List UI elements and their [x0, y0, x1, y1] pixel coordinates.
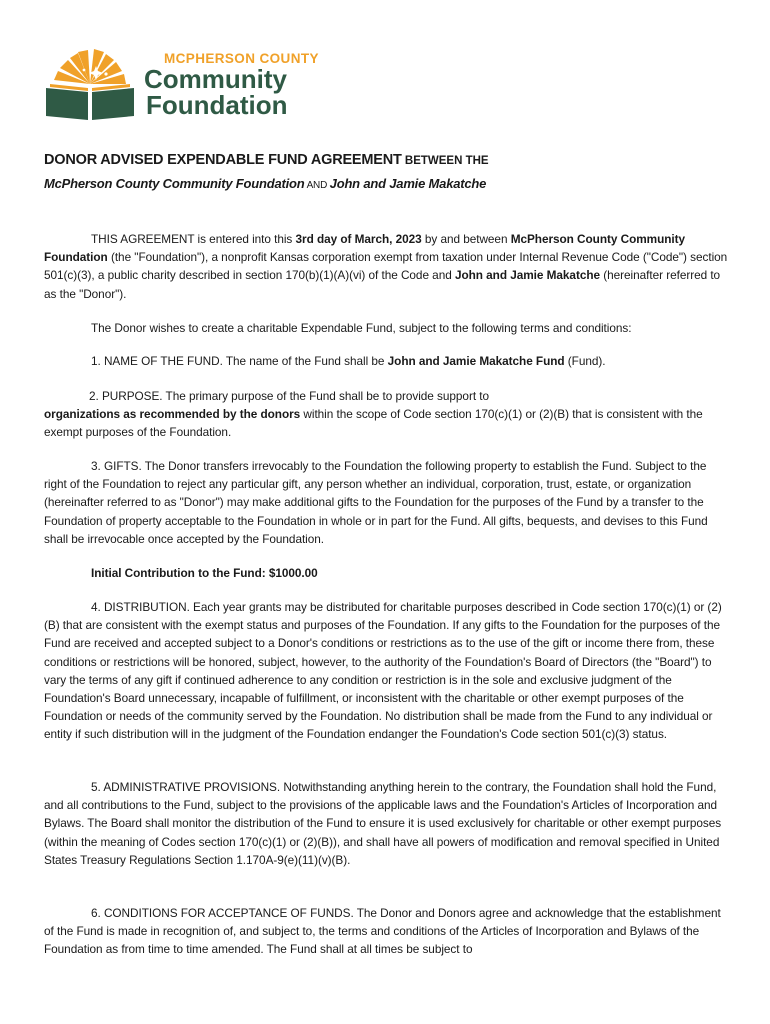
donor-name: John and Jamie Makatche: [454, 268, 601, 283]
initial-contribution: [44, 564, 728, 582]
title-main: DONOR ADVISED EXPENDABLE FUND AGREEMENT: [44, 152, 402, 168]
purpose-recipients: organizations as recommended by the donors: [44, 407, 301, 422]
section-1-name: [44, 352, 728, 370]
intro-text-1: THIS AGREEMENT is entered into this: [91, 232, 296, 246]
fund-name: John and Jamie Makatche Fund: [387, 354, 565, 368]
section-3-gifts: 3. GIFTS. The Donor transfers irrevocably to the Foundation the following property to establish the Fund. Subject to the right of the Foundation to reject any particular gift, any person whether an individual, corporation, trust, estate, or organization (hereinafter referred to as "Donor") may make additional gifts to the Foundation for the purposes of the Fund by a transfer to the Foundation of property acceptable to the Foundation in whole or in part for the Fund. All gifts, bequests, and devises to this Fund shall be irrevocable once accepted by the Foundation.: [44, 459, 708, 546]
foundation-logo: [44, 44, 334, 126]
intro-paragraph: [44, 230, 728, 303]
party-foundation: McPherson County Community Foundation: [44, 176, 305, 191]
title-between: BETWEEN THE: [401, 155, 489, 167]
logo-county-text: MCPHERSON COUNTY: [164, 51, 319, 66]
section-4-distribution: 4. DISTRIBUTION. Each year grants may be distributed for charitable purposes described in Code section 170(c)(1) or (2)(B) that are consistent with the exempt status and purposes of the Foundation. If any gifts to the Foundation for the purposes of the Fund are received and accepted subject to a Donor's conditions or restrictions as to the use of the gift or income there from, these conditions or restrictions will be honored, subject, however, to the authority of the Foundation's Board of Directors (the "Board") to vary the terms of any gift if continued adherence to any condition or restriction is in the sole and exclusive judgment of the Foundation's Board unnecessary, incapable of fulfillment, or inconsistent with the charitable or other exempt purposes of the Foundation or needs of the community served by the Foundation. No distribution shall be made from the Fund to any individual or entity if such distribution will in the judgment of the Foundation endanger the Foundation's Code section 501(c)(3) status.: [44, 600, 722, 742]
foundation-name: McPherson County Community Foundation: [44, 232, 686, 265]
party-donor: John and Jamie Makatche: [329, 176, 487, 191]
agreement-date: 3rd day of March, 2023: [295, 232, 422, 246]
parties-and: AND: [304, 180, 330, 191]
initial-contribution-text: Initial Contribution to the Fund: $1000.00: [91, 566, 318, 580]
section-5-administrative: 5. ADMINISTRATIVE PROVISIONS. Notwithstanding anything herein to the contrary, the Foundation shall hold the Fund, and all contributions to the Fund, subject to the provisions of the applicable laws and the Foundation's Articles of Incorporation and Bylaws. The Board shall monitor the distribution of the Fund to ensure it is used exclusively for charitable or other exempt purposes (within the meaning of Codes section 170(c)(1) or (2)(B)), and shall have all powers of modification and removal specified in United States Treasury Regulations Section 1.170A-9(e)(11)(v)(B).: [44, 780, 722, 867]
logo-community-text: Community: [144, 64, 287, 94]
section-1-suffix: (Fund).: [564, 354, 606, 368]
intro-text-3: (the "Foundation"), a nonprofit Kansas corporation exempt from taxation under Internal Revenue Code ("Code") section 501(c)(3), a public charity described in section 170(b)(1)(A)(vi) of the Code and: [44, 250, 728, 283]
section-1-text: 1. NAME OF THE FUND. The name of the Fund shall be: [91, 354, 388, 368]
agreement-parties: [44, 176, 486, 191]
section-2-purpose: [44, 387, 728, 442]
wishes-paragraph: The Donor wishes to create a charitable Expendable Fund, subject to the following terms and conditions:: [91, 321, 632, 335]
section-2-text-2: within the scope of Code section 170(c)(1) or (2)(B) that is consistent with the exempt purposes of the Foundation.: [44, 407, 703, 440]
intro-text-4: (hereinafter referred to as the "Donor").: [44, 268, 721, 301]
sunrise-book-logo-icon: [44, 44, 136, 120]
logo-foundation-text: Foundation: [146, 90, 288, 120]
intro-text-2: by and between: [421, 232, 511, 246]
agreement-title: [44, 152, 489, 168]
section-2-text: 2. PURPOSE. The primary purpose of the Fund shall be to provide support to: [89, 389, 490, 403]
section-6-conditions: 6. CONDITIONS FOR ACCEPTANCE OF FUNDS. The Donor and Donors agree and acknowledge that the establishment of the Fund is made in recognition of, and subject to, the terms and conditions of the Articles of Incorporation and Bylaws of the Foundation as from time to time amended. The Fund shall at all times be subject to: [44, 906, 721, 957]
